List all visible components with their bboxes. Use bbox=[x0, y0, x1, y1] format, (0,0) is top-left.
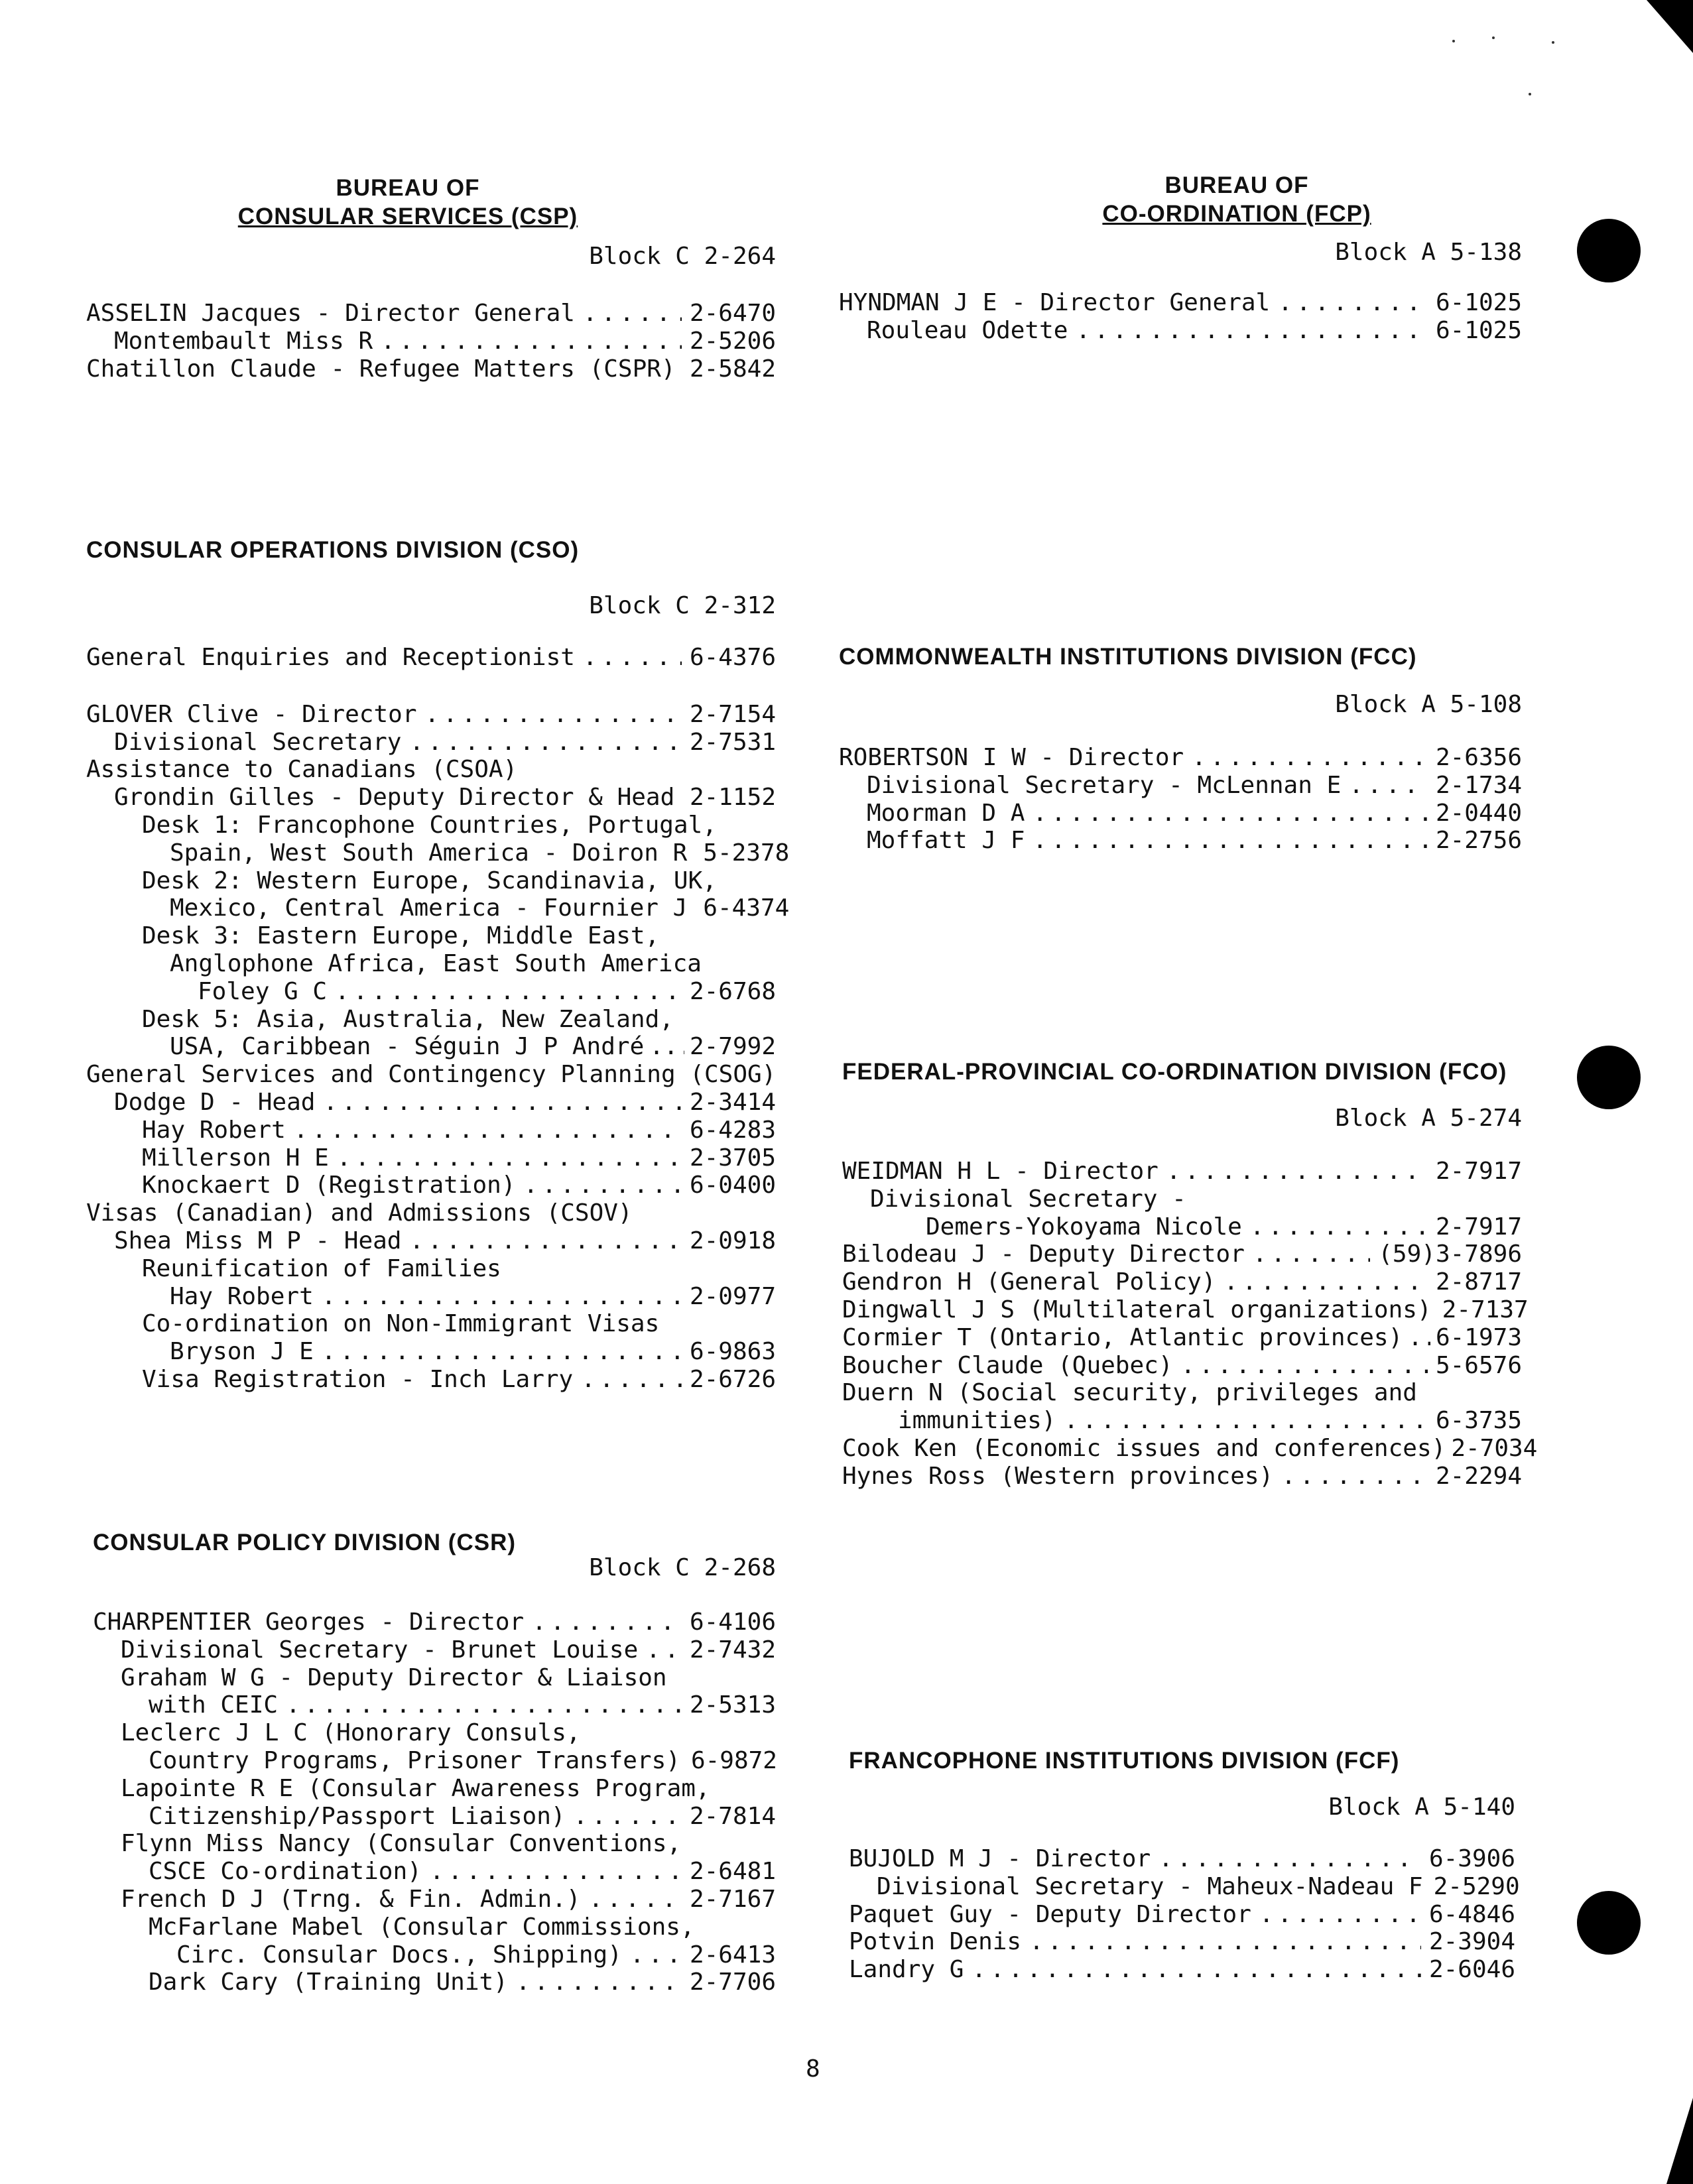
entry-name: Moorman D A bbox=[867, 799, 1025, 827]
dot-leader bbox=[1064, 1407, 1428, 1435]
directory-entry bbox=[842, 1296, 1542, 1324]
entry-number: 2-6726 bbox=[689, 1365, 776, 1393]
directory-entry bbox=[93, 1969, 776, 1996]
directory-entry bbox=[86, 1227, 776, 1255]
dot-leader bbox=[681, 355, 684, 383]
directory-entry bbox=[93, 1803, 776, 1831]
entry-name: Divisional Secretary - Maheux-Nadeau F bbox=[877, 1872, 1423, 1900]
entry-name: Circ. Consular Docs., Shipping) bbox=[176, 1941, 622, 1969]
entry-list bbox=[849, 1845, 1542, 1984]
entry-name: HYNDMAN J E - Director General bbox=[839, 289, 1271, 316]
dot-leader bbox=[680, 784, 684, 812]
dot-leader bbox=[323, 1089, 682, 1117]
directory-entry bbox=[93, 1775, 776, 1803]
dot-leader bbox=[1181, 1352, 1428, 1380]
entry-name: Chatillon Claude - Refugee Matters (CSPR) bbox=[86, 355, 676, 383]
entry-list bbox=[842, 1158, 1542, 1490]
section-csp bbox=[86, 174, 776, 383]
directory-entry bbox=[86, 1089, 776, 1117]
entry-name: Dark Cary (Training Unit) bbox=[149, 1969, 508, 1996]
section-fcp bbox=[839, 171, 1542, 345]
bureau-title bbox=[86, 174, 776, 231]
dot-leader bbox=[430, 1858, 682, 1886]
punch-hole bbox=[1577, 1891, 1641, 1955]
directory-entry bbox=[86, 355, 776, 383]
bureau-title-line2: CO-ORDINATION (FCP) bbox=[1102, 201, 1371, 227]
directory-entry bbox=[86, 894, 790, 922]
entry-name: McFarlane Mabel (Consular Commissions, bbox=[149, 1913, 695, 1941]
entry-number: 2-2756 bbox=[1435, 827, 1522, 855]
dot-leader bbox=[630, 1941, 682, 1969]
entry-list bbox=[93, 1608, 776, 1996]
entry-name: immunities) bbox=[898, 1407, 1056, 1435]
entry-name: Landry G bbox=[849, 1956, 964, 1984]
punch-hole bbox=[1577, 1046, 1641, 1109]
dot-leader bbox=[335, 978, 682, 1006]
directory-entry bbox=[842, 1379, 1542, 1407]
entry-list bbox=[839, 289, 1542, 345]
entry-number: 2-7814 bbox=[689, 1802, 776, 1830]
directory-entry bbox=[842, 1213, 1542, 1241]
entry-name: Desk 5: Asia, Australia, New Zealand, bbox=[142, 1005, 674, 1033]
dot-leader bbox=[574, 1803, 682, 1831]
subsection-heading bbox=[86, 1061, 776, 1089]
entry-name: Boucher Claude (Quebec) bbox=[842, 1351, 1173, 1379]
dot-leader bbox=[972, 1956, 1421, 1984]
entry-number: 2-5290 bbox=[1433, 1872, 1520, 1900]
entry-name: Divisional Secretary - Brunet Louise bbox=[121, 1636, 639, 1664]
dot-leader bbox=[532, 1608, 682, 1636]
entry-list bbox=[86, 644, 790, 1394]
directory-entry bbox=[839, 744, 1542, 772]
page-number: 8 bbox=[806, 2055, 820, 2083]
directory-entry bbox=[86, 867, 776, 895]
entry-number: 2-7034 bbox=[1451, 1434, 1538, 1462]
entry-number: 2-7137 bbox=[1442, 1296, 1529, 1323]
dot-leader bbox=[583, 300, 682, 328]
division-title: CONSULAR POLICY DIVISION (CSR) bbox=[93, 1530, 517, 1555]
scan-speck bbox=[1529, 93, 1531, 95]
directory-entry bbox=[93, 1941, 776, 1969]
block-location: Block A 5-140 bbox=[1328, 1793, 1515, 1821]
entry-number: 2-0440 bbox=[1435, 799, 1522, 827]
directory-entry bbox=[93, 1886, 776, 1913]
entry-number: 2-1734 bbox=[1435, 771, 1522, 799]
entry-name: Visa Registration - Inch Larry bbox=[142, 1365, 574, 1393]
entry-number: 2-3904 bbox=[1428, 1928, 1515, 1956]
entry-number: 5-6576 bbox=[1435, 1351, 1522, 1379]
directory-entry bbox=[93, 1636, 776, 1664]
entry-number: 2-7917 bbox=[1435, 1213, 1522, 1241]
directory-entry bbox=[842, 1158, 1542, 1185]
entry-number: 6-3906 bbox=[1428, 1845, 1515, 1872]
entry-name: with CEIC bbox=[149, 1691, 279, 1719]
dot-leader bbox=[381, 328, 682, 355]
dot-leader bbox=[1192, 744, 1428, 772]
directory-entry bbox=[93, 1608, 776, 1636]
dot-leader bbox=[1281, 1463, 1428, 1490]
entry-number: 2-5206 bbox=[689, 327, 776, 355]
entry-name: Bilodeau J - Deputy Director bbox=[842, 1241, 1245, 1268]
entry-name: Anglophone Africa, East South America bbox=[170, 949, 702, 977]
dot-leader bbox=[1250, 1213, 1428, 1241]
directory-entry bbox=[86, 1338, 776, 1366]
directory-entry bbox=[842, 1352, 1542, 1380]
dot-leader bbox=[589, 1886, 682, 1913]
entry-number: 2-0977 bbox=[689, 1282, 776, 1310]
entry-name: Shea Miss M P - Head bbox=[114, 1227, 402, 1254]
directory-entry bbox=[93, 1664, 776, 1692]
entry-name: Flynn Miss Nancy (Consular Conventions, bbox=[121, 1830, 682, 1858]
entry-name: CHARPENTIER Georges - Director bbox=[93, 1608, 525, 1636]
dot-leader bbox=[409, 729, 681, 757]
directory-entry bbox=[849, 1873, 1542, 1901]
section-fcf bbox=[849, 1746, 1542, 1984]
entry-name: Divisional Secretary bbox=[114, 728, 402, 756]
directory-entry bbox=[86, 1006, 776, 1034]
dot-leader bbox=[646, 1636, 682, 1664]
entry-name: General Enquiries and Receptionist bbox=[86, 644, 575, 671]
entry-name: BUJOLD M J - Director bbox=[849, 1845, 1151, 1872]
entry-name: Divisional Secretary - bbox=[870, 1185, 1186, 1213]
entry-name: Desk 1: Francophone Countries, Portugal, bbox=[142, 811, 717, 839]
entry-name: USA, Caribbean - Séguin J P André bbox=[170, 1033, 645, 1061]
entry-name: Desk 2: Western Europe, Scandinavia, UK, bbox=[142, 867, 717, 894]
directory-entry bbox=[86, 1117, 776, 1144]
division-title: FRANCOPHONE INSTITUTIONS DIVISION (FCF) bbox=[849, 1748, 1400, 1774]
entry-number: 6-3735 bbox=[1435, 1407, 1522, 1435]
dot-leader bbox=[1278, 289, 1428, 317]
dot-leader bbox=[1033, 800, 1428, 827]
entry-name: Hay Robert bbox=[170, 1282, 314, 1310]
entry-number: 2-5313 bbox=[689, 1691, 776, 1719]
directory-entry bbox=[842, 1435, 1542, 1463]
directory-entry bbox=[849, 1845, 1542, 1873]
dot-leader bbox=[516, 1969, 682, 1996]
entry-name: Citizenship/Passport Liaison) bbox=[149, 1802, 566, 1830]
entry-name: Grondin Gilles - Deputy Director & Head bbox=[114, 784, 675, 812]
dot-leader bbox=[649, 1033, 684, 1061]
bureau-title-line2: CONSULAR SERVICES (CSP) bbox=[237, 204, 578, 229]
dot-leader bbox=[1166, 1158, 1428, 1185]
entry-number: 6-1973 bbox=[1435, 1323, 1522, 1351]
entry-name: GLOVER Clive - Director bbox=[86, 700, 417, 728]
section-fcc bbox=[839, 642, 1542, 855]
entry-name: Potvin Denis bbox=[849, 1928, 1022, 1956]
directory-entry bbox=[849, 1901, 1542, 1929]
entry-name: General Services and Contingency Planning (CSOG) bbox=[86, 1061, 777, 1089]
subsection-heading bbox=[86, 1199, 776, 1227]
entry-name: ROBERTSON I W - Director bbox=[839, 744, 1184, 771]
directory-entry bbox=[86, 1283, 776, 1311]
block-location: Block A 5-138 bbox=[1335, 239, 1522, 266]
entry-number: (59)3-7896 bbox=[1378, 1241, 1522, 1268]
entry-number: 2-6768 bbox=[689, 977, 776, 1005]
entry-name: Mexico, Central America - Fournier J bbox=[170, 894, 688, 922]
entry-name: WEIDMAN H L - Director bbox=[842, 1158, 1159, 1185]
bureau-title-line1: BUREAU OF bbox=[336, 175, 480, 201]
entry-number: 2-8717 bbox=[1435, 1268, 1522, 1296]
entry-name: Millerson H E bbox=[142, 1144, 329, 1172]
dot-leader bbox=[286, 1691, 682, 1719]
block-location: Block A 5-108 bbox=[1335, 691, 1522, 718]
block-location: Block C 2-264 bbox=[589, 243, 776, 270]
entry-name: Cormier T (Ontario, Atlantic provinces) bbox=[842, 1323, 1403, 1351]
entry-number: 2-6356 bbox=[1435, 744, 1522, 771]
entry-name: Desk 3: Eastern Europe, Middle East, bbox=[142, 922, 660, 950]
entry-name: Lapointe R E (Consular Awareness Program, bbox=[121, 1774, 710, 1802]
directory-entry bbox=[839, 289, 1542, 317]
entry-number: 2-7917 bbox=[1435, 1158, 1522, 1185]
entry-number: 2-7706 bbox=[689, 1969, 776, 1996]
entry-number: 2-1152 bbox=[689, 784, 776, 812]
entry-name: French D J (Trng. & Fin. Admin.) bbox=[121, 1885, 581, 1913]
entry-number: 2-7531 bbox=[689, 728, 776, 756]
directory-entry bbox=[842, 1241, 1542, 1268]
directory-entry bbox=[842, 1268, 1542, 1296]
entry-number: 2-6046 bbox=[1428, 1956, 1515, 1984]
dot-leader bbox=[583, 644, 682, 672]
directory-entry bbox=[86, 978, 776, 1006]
directory-entry bbox=[93, 1913, 776, 1941]
dot-leader bbox=[581, 1366, 682, 1394]
directory-entry bbox=[86, 729, 776, 757]
entry-name: Hynes Ross (Western provinces) bbox=[842, 1462, 1274, 1490]
dot-leader bbox=[1224, 1268, 1428, 1296]
entry-number: 2-6470 bbox=[689, 300, 776, 327]
entry-name: Rouleau Odette bbox=[867, 316, 1068, 344]
directory-entry bbox=[86, 644, 776, 672]
entry-name: Co-ordination on Non-Immigrant Visas bbox=[142, 1310, 660, 1338]
entry-name: Bryson J E bbox=[170, 1338, 314, 1366]
directory-entry bbox=[86, 812, 776, 839]
entry-name: Hay Robert bbox=[142, 1116, 286, 1144]
dot-leader bbox=[1076, 317, 1428, 345]
entry-name: Gendron H (General Policy) bbox=[842, 1268, 1216, 1296]
entry-name: Leclerc J L C (Honorary Consuls, bbox=[121, 1719, 581, 1747]
directory-entry bbox=[839, 317, 1542, 345]
dot-leader bbox=[1259, 1901, 1421, 1929]
bureau-title-line1: BUREAU OF bbox=[1164, 172, 1309, 198]
entry-name: CSCE Co-ordination) bbox=[149, 1858, 422, 1886]
entry-number: 2-7154 bbox=[689, 700, 776, 728]
entry-name: Divisional Secretary - McLennan E bbox=[867, 771, 1342, 799]
dot-leader bbox=[294, 1117, 682, 1144]
entry-number: 6-4106 bbox=[689, 1608, 776, 1636]
directory-entry bbox=[86, 784, 776, 812]
block-location: Block A 5-274 bbox=[1335, 1105, 1522, 1132]
entry-number: 2-6481 bbox=[689, 1858, 776, 1886]
entry-name: Dingwall J S (Multilateral organizations) bbox=[842, 1296, 1432, 1323]
entry-number: 6-4283 bbox=[689, 1116, 776, 1144]
dot-leader bbox=[1033, 827, 1428, 855]
scan-speck bbox=[1452, 40, 1455, 42]
directory-entry bbox=[86, 300, 776, 328]
dot-leader bbox=[322, 1283, 682, 1311]
directory-entry bbox=[842, 1463, 1542, 1490]
entry-number: 6-1025 bbox=[1435, 316, 1522, 344]
entry-name: Assistance to Canadians (CSOA) bbox=[86, 756, 518, 784]
dot-leader bbox=[524, 1172, 682, 1199]
entry-name: Paquet Guy - Deputy Director bbox=[849, 1900, 1251, 1928]
dot-leader bbox=[1159, 1845, 1421, 1873]
dot-leader bbox=[425, 701, 682, 729]
entry-number: 2-7167 bbox=[689, 1885, 776, 1913]
directory-entry bbox=[93, 1830, 776, 1858]
directory-entry bbox=[86, 922, 776, 950]
entry-number: 2-5842 bbox=[689, 355, 776, 383]
directory-entry bbox=[849, 1928, 1542, 1956]
section-fco bbox=[842, 1058, 1542, 1490]
entry-number: 2-7992 bbox=[689, 1033, 776, 1061]
directory-entry bbox=[86, 328, 776, 355]
dot-leader bbox=[337, 1144, 682, 1172]
directory-entry bbox=[839, 827, 1542, 855]
directory-entry bbox=[86, 1172, 776, 1199]
entry-number: 6-9863 bbox=[689, 1338, 776, 1366]
directory-entry bbox=[86, 950, 776, 978]
division-title: CONSULAR OPERATIONS DIVISION (CSO) bbox=[86, 537, 580, 563]
entry-name: Reunification of Families bbox=[142, 1254, 501, 1282]
dot-leader bbox=[1029, 1928, 1421, 1956]
directory-entry bbox=[86, 839, 790, 867]
directory-entry bbox=[839, 772, 1542, 800]
entry-name: Moffatt J F bbox=[867, 827, 1025, 855]
entry-name: Demers-Yokoyama Nicole bbox=[926, 1213, 1242, 1241]
directory-entry bbox=[842, 1185, 1542, 1213]
entry-number: 2-3414 bbox=[689, 1088, 776, 1116]
entry-name: Knockaert D (Registration) bbox=[142, 1172, 516, 1199]
scan-corner-mark bbox=[1647, 0, 1693, 53]
dot-leader bbox=[322, 1338, 682, 1366]
entry-name: Country Programs, Prisoner Transfers) bbox=[149, 1746, 680, 1774]
entry-number: 2-7432 bbox=[689, 1636, 776, 1664]
entry-name: Visas (Canadian) and Admissions (CSOV) bbox=[86, 1199, 633, 1227]
directory-entry bbox=[849, 1956, 1542, 1984]
directory-entry bbox=[86, 1144, 776, 1172]
dot-leader bbox=[1253, 1241, 1370, 1268]
directory-entry bbox=[842, 1407, 1542, 1435]
directory-entry bbox=[86, 1033, 776, 1061]
entry-name: Duern N (Social security, privileges and bbox=[842, 1379, 1417, 1407]
division-title: COMMONWEALTH INSTITUTIONS DIVISION (FCC) bbox=[839, 644, 1417, 670]
scan-speck bbox=[1552, 41, 1554, 44]
directory-entry bbox=[86, 1310, 776, 1338]
scan-corner-mark bbox=[1666, 2098, 1693, 2184]
entry-number: 6-4376 bbox=[689, 644, 776, 671]
entry-name: Spain, West South America - Doiron R bbox=[170, 839, 688, 867]
directory-entry bbox=[93, 1858, 776, 1886]
entry-number: 5-2378 bbox=[703, 839, 790, 867]
block-location: Block C 2-268 bbox=[589, 1554, 776, 1581]
block-location: Block C 2-312 bbox=[589, 592, 776, 619]
entry-name: ASSELIN Jacques - Director General bbox=[86, 300, 575, 327]
entry-number: 6-1025 bbox=[1435, 289, 1522, 316]
entry-name: Foley G C bbox=[198, 977, 328, 1005]
section-cso bbox=[86, 536, 790, 1394]
section-csr bbox=[93, 1528, 776, 1996]
directory-entry bbox=[842, 1324, 1542, 1352]
entry-list bbox=[86, 300, 776, 383]
spacer bbox=[86, 672, 776, 701]
directory-entry bbox=[93, 1691, 776, 1719]
entry-list bbox=[839, 744, 1542, 855]
dot-leader bbox=[1349, 772, 1428, 800]
punch-hole bbox=[1577, 219, 1641, 282]
entry-name: Montembault Miss R bbox=[114, 327, 373, 355]
division-title: FEDERAL-PROVINCIAL CO-ORDINATION DIVISION (FCO) bbox=[842, 1059, 1507, 1085]
entry-number: 6-4846 bbox=[1428, 1900, 1515, 1928]
bureau-title bbox=[839, 171, 1542, 228]
directory-entry bbox=[93, 1719, 776, 1747]
directory-entry bbox=[839, 800, 1542, 827]
entry-number: 2-2294 bbox=[1435, 1462, 1522, 1490]
entry-name: Dodge D - Head bbox=[114, 1088, 316, 1116]
entry-name: Graham W G - Deputy Director & Liaison bbox=[121, 1664, 667, 1691]
entry-number: 6-0400 bbox=[689, 1172, 776, 1199]
scan-speck bbox=[1492, 36, 1495, 39]
dot-leader bbox=[1408, 1324, 1430, 1352]
entry-number: 6-4374 bbox=[703, 894, 790, 922]
entry-name: Cook Ken (Economic issues and conferences) bbox=[842, 1434, 1446, 1462]
directory-entry bbox=[86, 701, 776, 729]
entry-number: 6-9872 bbox=[690, 1746, 777, 1774]
entry-number: 2-0918 bbox=[689, 1227, 776, 1254]
directory-entry bbox=[93, 1747, 776, 1775]
entry-number: 2-3705 bbox=[689, 1144, 776, 1172]
subsection-heading bbox=[86, 756, 776, 784]
directory-entry bbox=[86, 1255, 776, 1283]
entry-number: 2-6413 bbox=[689, 1941, 776, 1969]
directory-entry bbox=[86, 1366, 776, 1394]
dot-leader bbox=[409, 1227, 681, 1255]
